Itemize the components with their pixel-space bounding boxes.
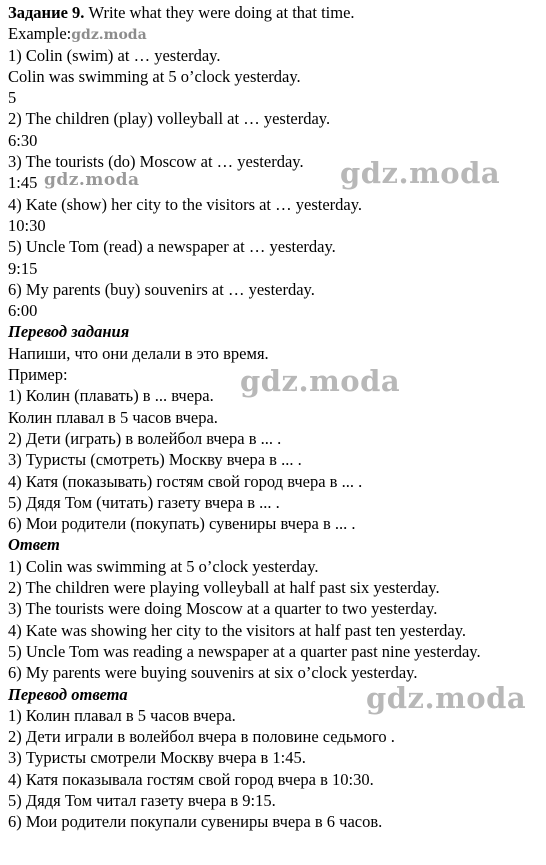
translation-heading: Перевод задания bbox=[8, 322, 130, 342]
translation-line: 5) Дядя Том (читать) газету вчера в ... . bbox=[8, 492, 280, 512]
exercise-line: 9:15 bbox=[8, 258, 38, 278]
translation-line: Напиши, что они делали в это время. bbox=[8, 343, 269, 363]
answer-heading: Ответ bbox=[8, 535, 60, 555]
task-title bbox=[8, 2, 540, 23]
task-instruction: Write what they were doing at that time. bbox=[88, 3, 355, 22]
translation-line: 3) Туристы (смотреть) Москву вчера в ... . bbox=[8, 450, 302, 470]
exercise-line: 2) The children (play) volleyball at … yesterday. bbox=[8, 109, 331, 129]
answer-translation-line: 1) Колин плавал в 5 часов вчера. bbox=[8, 705, 236, 725]
translation-line: 4) Катя (показывать) гостям свой город вчера в ... . bbox=[8, 471, 363, 491]
exercise-line: 3) The tourists (do) Moscow at … yesterday. bbox=[8, 152, 304, 172]
exercise-line: 4) Kate (show) her city to the visitors at … yesterday. bbox=[8, 194, 363, 214]
translation-line: 2) Дети (играть) в волейбол вчера в ... . bbox=[8, 428, 282, 448]
exercise-line: 5) Uncle Tom (read) a newspaper at … yesterday. bbox=[8, 237, 336, 257]
watermark: gdz.moda bbox=[340, 156, 501, 190]
exercise-line: 1:45 bbox=[8, 173, 38, 193]
answer-translation-line: 3) Туристы смотрели Москву вчера в 1:45. bbox=[8, 748, 306, 768]
watermark: gdz.moda bbox=[44, 170, 140, 190]
translation-line: Пример: bbox=[8, 365, 68, 385]
task-label: Задание 9. bbox=[8, 3, 85, 22]
watermark: gdz.moda bbox=[240, 364, 401, 398]
answer-line: 2) The children were playing volleyball at half past six yesterday. bbox=[8, 578, 440, 598]
watermark-inline: gdz.moda bbox=[71, 27, 147, 44]
answer-line: 4) Kate was showing her city to the visitors at half past ten yesterday. bbox=[8, 620, 467, 640]
exercise-line: 10:30 bbox=[8, 215, 46, 235]
example-label: Example: bbox=[8, 24, 72, 44]
answer-line: 5) Uncle Tom was reading a newspaper at a quarter past nine yesterday. bbox=[8, 641, 481, 661]
exercise-line: 6:00 bbox=[8, 301, 38, 321]
answer-line: 6) My parents were buying souvenirs at six o’clock yesterday. bbox=[8, 663, 418, 683]
exercise-line: Colin was swimming at 5 o’clock yesterday. bbox=[8, 66, 301, 86]
answer-translation-line: 6) Мои родители покупали сувениры вчера в 6 часов. bbox=[8, 812, 383, 832]
answer-translation-line: 2) Дети играли в волейбол вчера в половине седьмого . bbox=[8, 727, 395, 747]
answer-translation-heading: Перевод ответа bbox=[8, 684, 128, 704]
translation-line: 1) Колин (плавать) в ... вчера. bbox=[8, 386, 214, 406]
translation-line: Колин плавал в 5 часов вчера. bbox=[8, 407, 218, 427]
example-line bbox=[8, 23, 540, 44]
answer-line: 1) Colin was swimming at 5 o’clock yesterday. bbox=[8, 556, 319, 576]
exercise-line: 1) Colin (swim) at … yesterday. bbox=[8, 45, 221, 65]
answer-translation-line: 4) Катя показывала гостям свой город вчера в 10:30. bbox=[8, 769, 374, 789]
watermark: gdz.moda bbox=[366, 681, 527, 715]
exercise-line: 6:30 bbox=[8, 130, 38, 150]
exercise-line: 6) My parents (buy) souvenirs at … yesterday. bbox=[8, 279, 315, 299]
exercise-line: 5 bbox=[8, 88, 17, 108]
translation-line: 6) Мои родители (покупать) сувениры вчера в ... . bbox=[8, 514, 356, 534]
answer-line: 3) The tourists were doing Moscow at a quarter to two yesterday. bbox=[8, 599, 438, 619]
answer-translation-line: 5) Дядя Том читал газету вчера в 9:15. bbox=[8, 790, 276, 810]
